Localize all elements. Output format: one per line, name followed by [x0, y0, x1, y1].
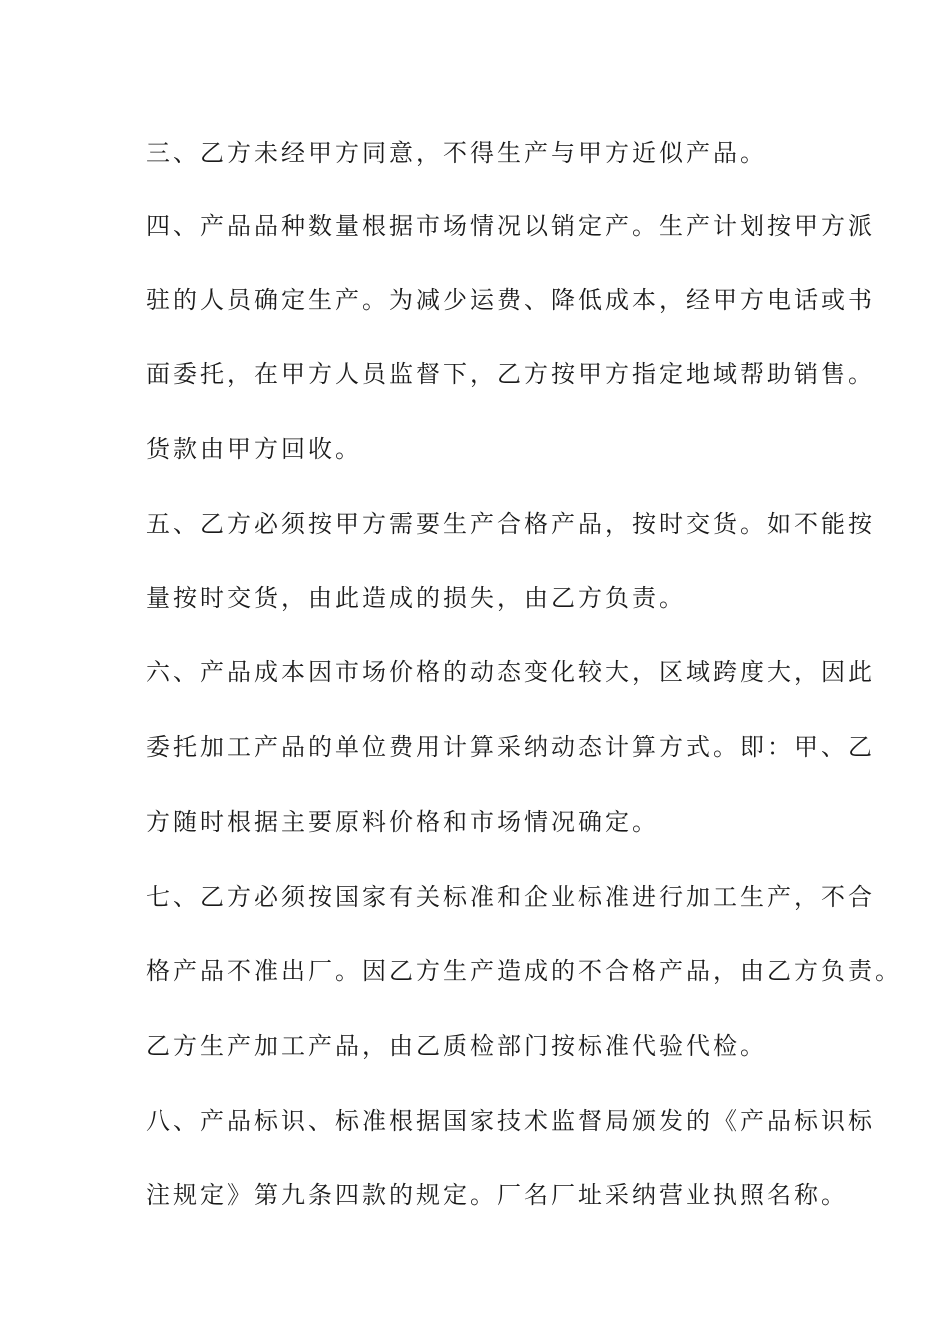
text-line: 六、产品成本因市场价格的动态变化较大，区域跨度大，因此: [146, 658, 875, 686]
text-line: 四、产品品种数量根据市场情况以销定产。生产计划按甲方派: [146, 212, 875, 240]
text-line: 驻的人员确定生产。为减少运费、降低成本，经甲方电话或书: [146, 286, 875, 314]
text-line: 七、乙方必须按国家有关标准和企业标准进行加工生产，不合: [146, 883, 875, 911]
text-line: 方随时根据主要原料价格和市场情况确定。: [146, 808, 659, 836]
text-line: 五、乙方必须按甲方需要生产合格产品，按时交货。如不能按: [146, 510, 875, 538]
text-line: 量按时交货，由此造成的损失，由乙方负责。: [146, 584, 686, 612]
text-line: 注规定》第九条四款的规定。厂名厂址采纳营业执照名称。: [146, 1181, 848, 1209]
text-line: 三、乙方未经甲方同意，不得生产与甲方近似产品。: [146, 139, 767, 167]
text-line: 八、产品标识、标准根据国家技术监督局颁发的《产品标识标: [146, 1107, 875, 1135]
text-line: 乙方生产加工产品，由乙质检部门按标准代验代检。: [146, 1032, 767, 1060]
text-line: 委托加工产品的单位费用计算采纳动态计算方式。即：甲、乙: [146, 733, 875, 761]
text-line: 格产品不准出厂。因乙方生产造成的不合格产品，由乙方负责。: [146, 957, 902, 985]
text-line: 面委托，在甲方人员监督下，乙方按甲方指定地域帮助销售。: [146, 360, 875, 388]
text-line: 货款由甲方回收。: [146, 435, 362, 463]
